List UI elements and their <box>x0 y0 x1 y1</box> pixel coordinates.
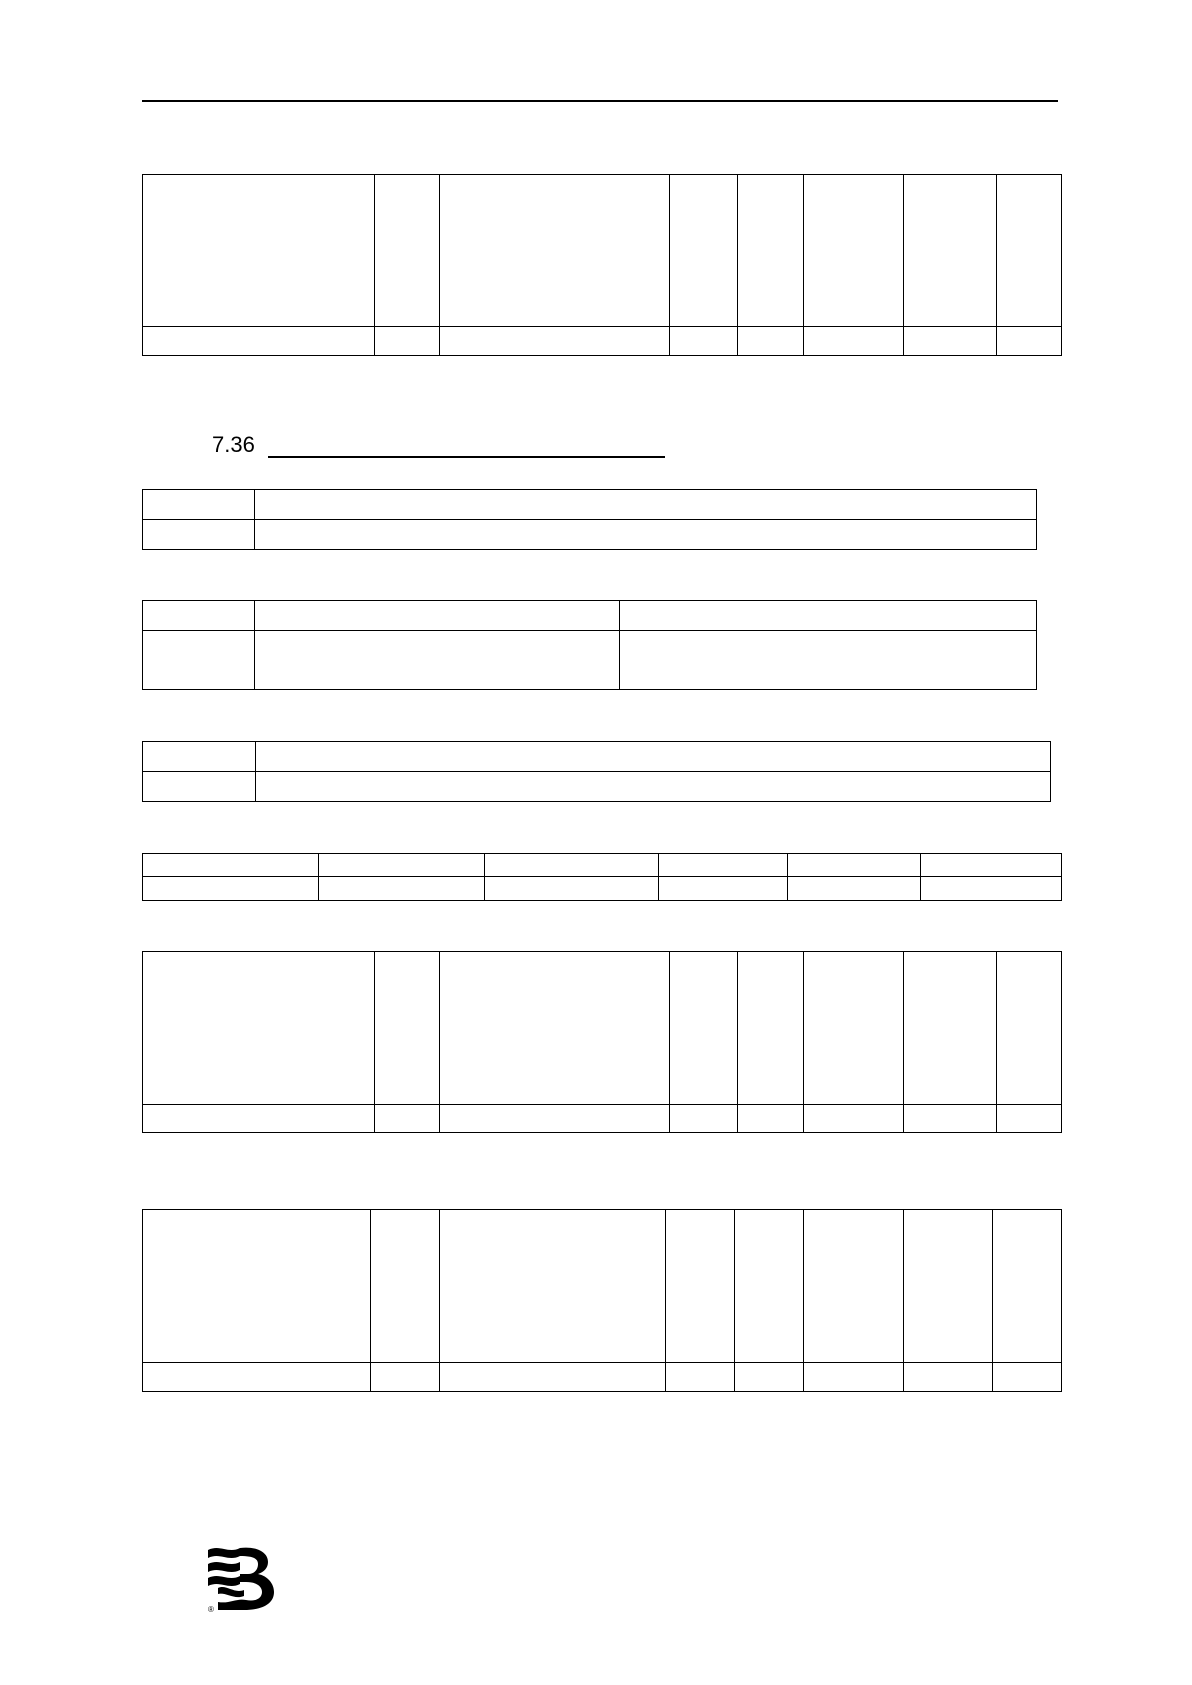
header-cell <box>440 175 670 327</box>
value-cell <box>440 1105 670 1133</box>
header-cell <box>143 1210 371 1363</box>
header-cell <box>788 854 921 877</box>
header-cell <box>921 854 1062 877</box>
header-cell <box>738 952 804 1105</box>
header-cell <box>440 952 670 1105</box>
value-cell <box>255 631 620 690</box>
value-cell <box>440 327 670 356</box>
label-cell <box>143 520 255 550</box>
header-cell <box>804 175 904 327</box>
header-cell <box>738 175 804 327</box>
value-cell <box>804 1105 904 1133</box>
header-cell <box>997 952 1062 1105</box>
header-rule <box>142 100 1058 102</box>
value-cell <box>371 1363 440 1392</box>
setting-table <box>142 741 1051 802</box>
value-cell <box>375 1105 440 1133</box>
header-cell <box>904 952 997 1105</box>
header-cell <box>993 1210 1062 1363</box>
header-cell <box>375 952 440 1105</box>
company-logo-icon <box>206 1544 276 1614</box>
label-cell <box>143 772 256 802</box>
header-cell <box>371 1210 440 1363</box>
registered-mark: ® <box>208 1605 214 1614</box>
parameter-table <box>142 489 1037 550</box>
value-cell <box>670 327 738 356</box>
value-cell <box>993 1363 1062 1392</box>
header-cell <box>620 601 1037 631</box>
range-table <box>142 853 1062 901</box>
value-cell <box>143 1105 375 1133</box>
value-cell <box>143 877 319 901</box>
value-cell <box>921 877 1062 901</box>
header-cell <box>440 1210 666 1363</box>
value-cell <box>788 877 921 901</box>
value-cell <box>143 327 375 356</box>
header-cell <box>670 952 738 1105</box>
value-cell <box>735 1363 804 1392</box>
value-cell <box>440 1363 666 1392</box>
value-cell <box>255 520 1037 550</box>
header-cell <box>659 854 788 877</box>
register-table-1 <box>142 174 1062 356</box>
header-cell <box>804 1210 904 1363</box>
value-cell <box>804 1363 904 1392</box>
header-cell <box>904 1210 993 1363</box>
value-cell <box>997 327 1062 356</box>
value-cell <box>319 877 485 901</box>
section-title-underline <box>268 456 665 458</box>
value-cell <box>256 742 1051 772</box>
value-cell <box>256 772 1051 802</box>
header-cell <box>670 175 738 327</box>
value-cell <box>904 327 997 356</box>
header-cell <box>997 175 1062 327</box>
header-cell <box>904 175 997 327</box>
header-cell <box>143 175 375 327</box>
label-cell <box>143 631 255 690</box>
value-cell <box>997 1105 1062 1133</box>
header-cell <box>255 601 620 631</box>
value-cell <box>804 327 904 356</box>
section-number: 7.36 <box>212 432 255 457</box>
header-cell <box>143 952 375 1105</box>
description-table <box>142 600 1037 690</box>
value-cell <box>904 1363 993 1392</box>
header-cell <box>666 1210 735 1363</box>
label-cell <box>143 601 255 631</box>
value-cell <box>485 877 659 901</box>
value-cell <box>670 1105 738 1133</box>
value-cell <box>255 490 1037 520</box>
value-cell <box>620 631 1037 690</box>
header-cell <box>143 854 319 877</box>
header-cell <box>319 854 485 877</box>
value-cell <box>738 327 804 356</box>
value-cell <box>143 1363 371 1392</box>
register-table-3 <box>142 1209 1062 1392</box>
value-cell <box>375 327 440 356</box>
register-table-2 <box>142 951 1062 1133</box>
value-cell <box>738 1105 804 1133</box>
header-cell <box>735 1210 804 1363</box>
value-cell <box>666 1363 735 1392</box>
label-cell <box>143 490 255 520</box>
header-cell <box>485 854 659 877</box>
value-cell <box>904 1105 997 1133</box>
header-cell <box>804 952 904 1105</box>
label-cell <box>143 742 256 772</box>
header-cell <box>375 175 440 327</box>
value-cell <box>659 877 788 901</box>
